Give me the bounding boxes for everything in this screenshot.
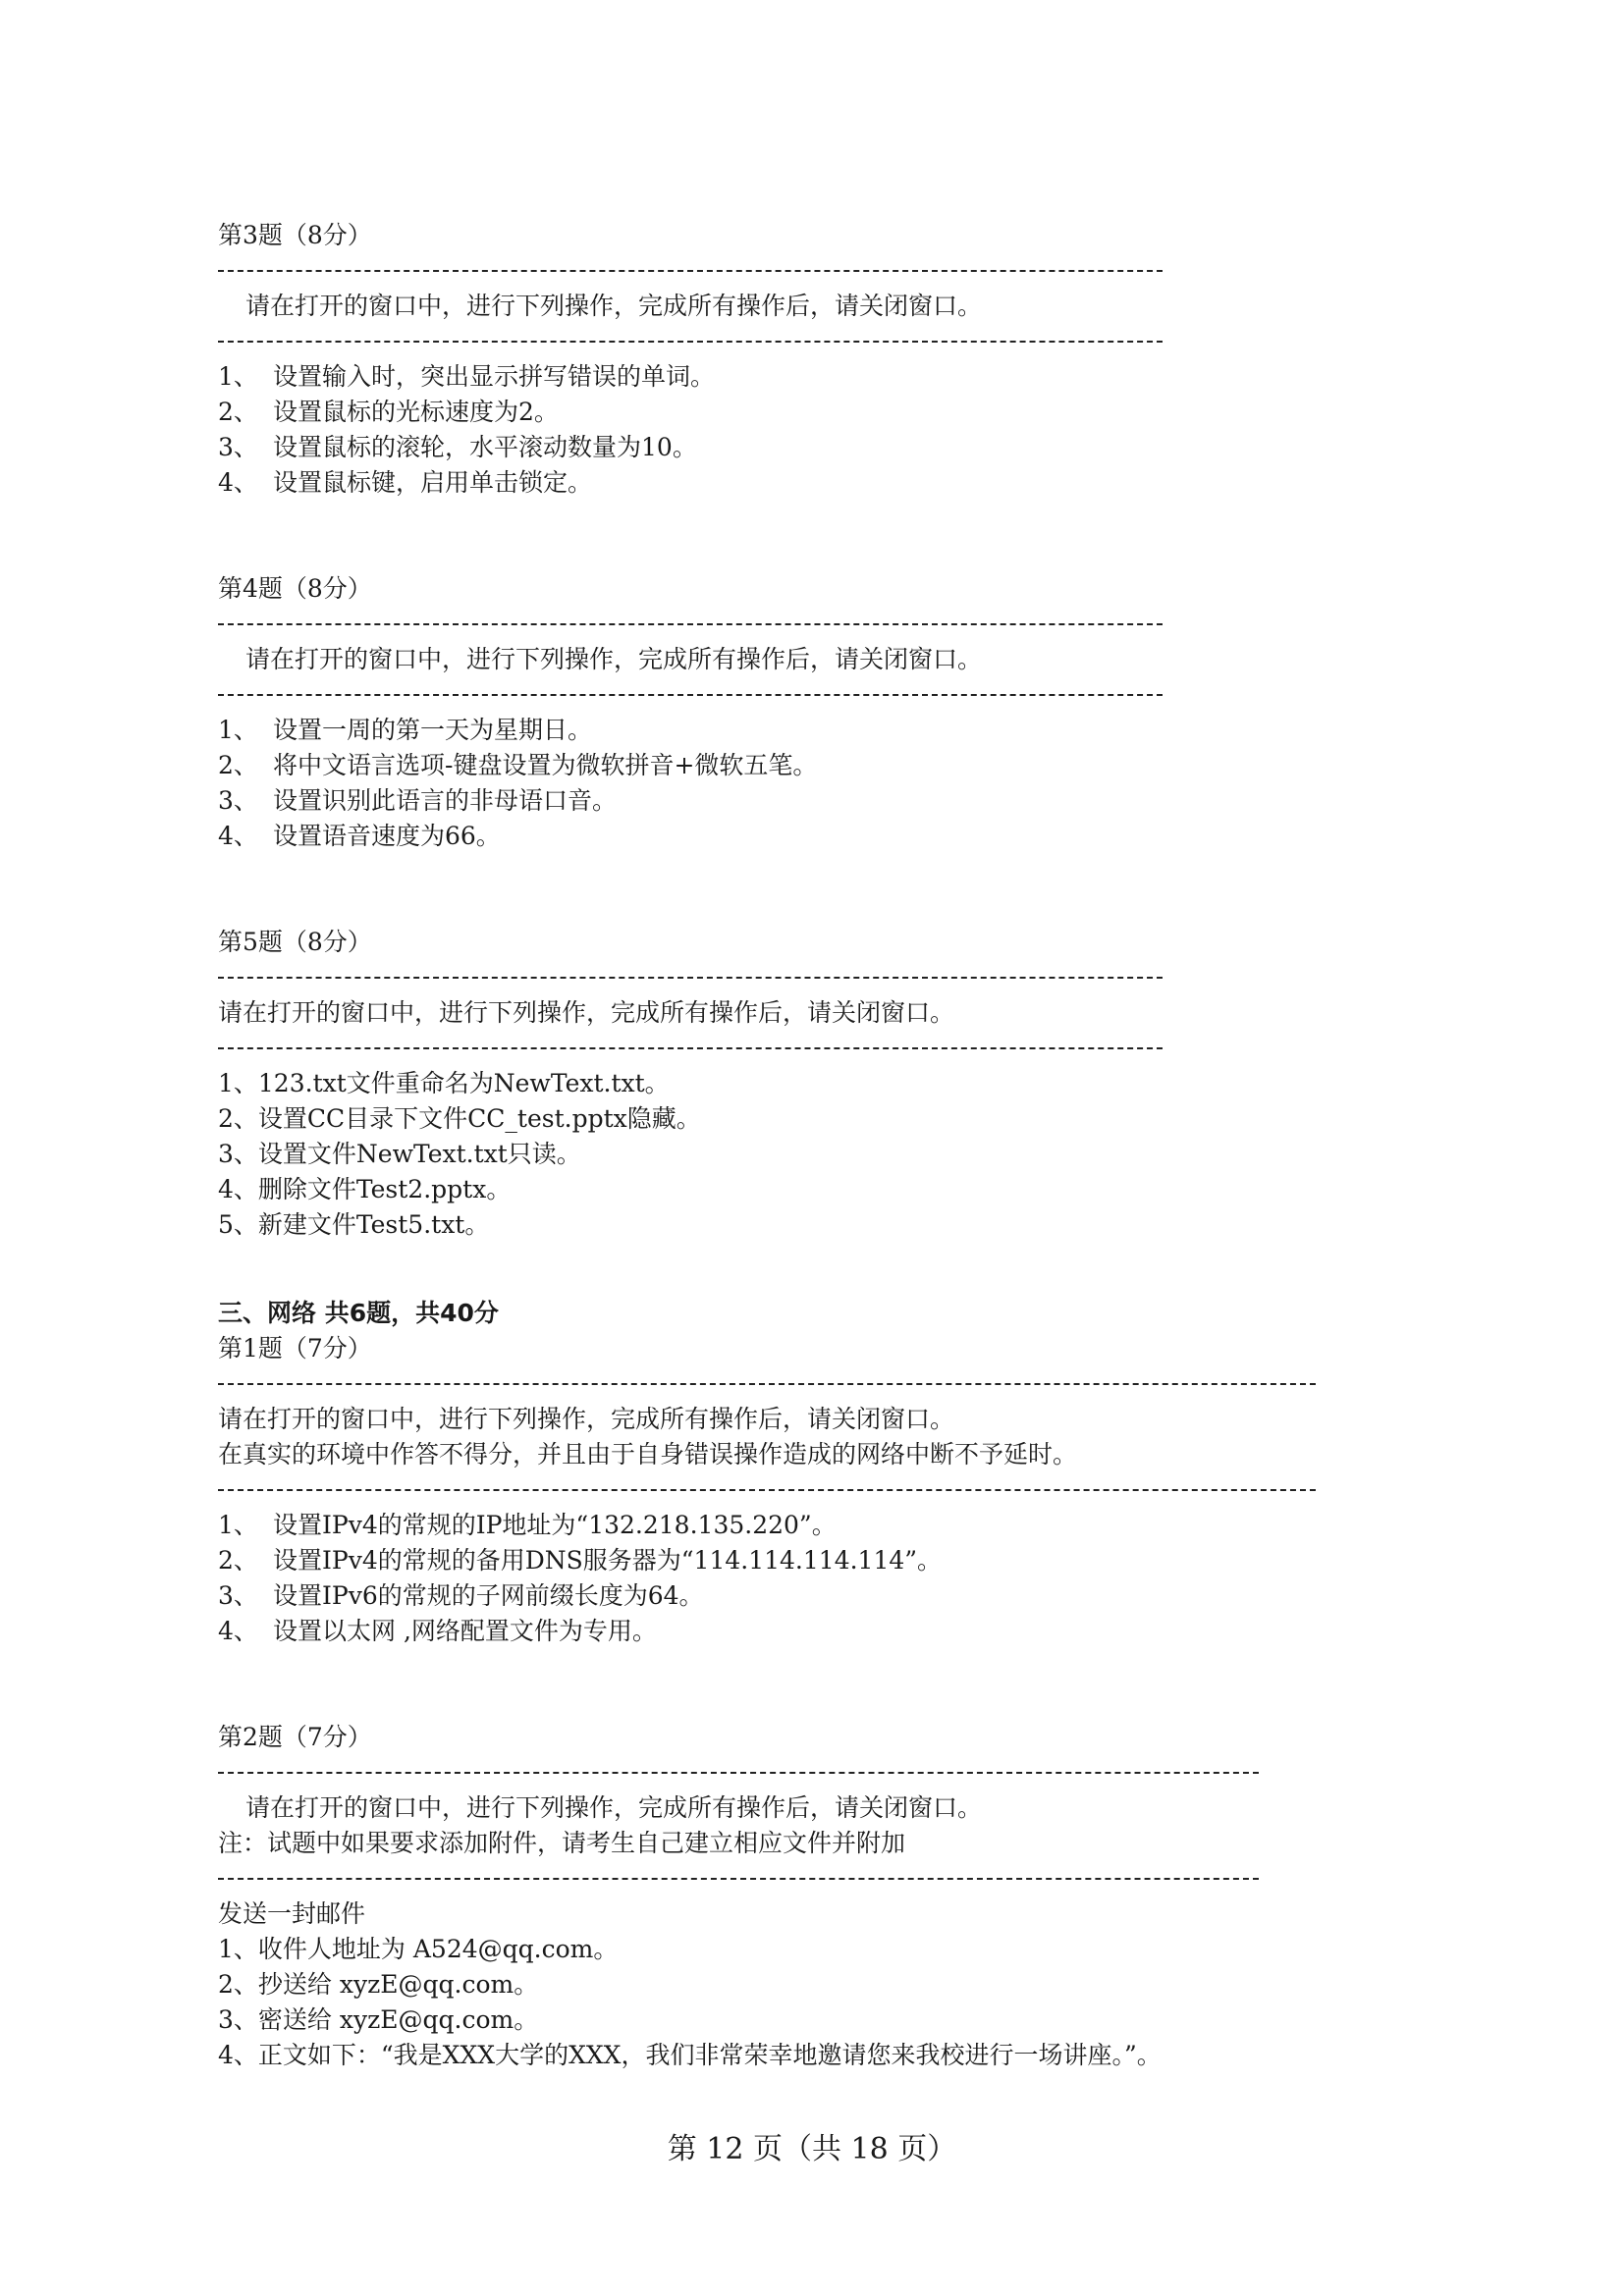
task-item (218, 430, 1416, 465)
task-item: 3、密送给 xyzE@qq.com。 (218, 2005, 539, 2034)
dashed-divider (218, 1366, 1416, 1402)
item-text: 设置语音速度为66。 (273, 822, 501, 850)
task-item (218, 395, 1416, 430)
item-number: 2、 (218, 1546, 258, 1575)
question-instruction: 请在打开的窗口中，进行下列操作，完成所有操作后，请关闭窗口。 (245, 1793, 983, 1822)
item-text: 设置鼠标的滚轮，水平滚动数量为10。 (273, 433, 697, 461)
item-number: 1、 (218, 716, 258, 744)
item-text: 设置鼠标的光标速度为2。 (273, 398, 559, 426)
document-page (218, 218, 1416, 2073)
item-number: 2、 (218, 398, 258, 426)
item-text: 设置鼠标键，启用单击锁定。 (273, 468, 593, 497)
task-item (218, 359, 1416, 395)
task-item (218, 465, 1416, 501)
item-number: 4、 (218, 1617, 258, 1645)
task-item (218, 748, 1416, 783)
page-number: 第 12 页（共 18 页） (667, 2132, 957, 2166)
task-item: 5、新建文件Test5.txt。 (218, 1210, 490, 1239)
item-text: 设置IPv4的常规的IP地址为“132.218.135.220”。 (273, 1511, 837, 1539)
item-text: 设置一周的第一天为星期日。 (273, 716, 593, 744)
dashed-divider (218, 607, 1416, 642)
section-title: 三、网络 共6题，共40分 (218, 1299, 499, 1327)
dashed-divider (218, 1755, 1416, 1790)
task-item: 2、抄送给 xyzE@qq.com。 (218, 1970, 539, 1999)
task-item (218, 713, 1416, 748)
dashed-divider (218, 1031, 1416, 1066)
dashed-divider (218, 1861, 1416, 1896)
item-text: 设置输入时，突出显示拼写错误的单词。 (273, 362, 716, 391)
dashed-divider (218, 324, 1416, 359)
task-item (218, 1543, 1416, 1578)
item-text: 设置IPv4的常规的备用DNS服务器为“114.114.114.114”。 (273, 1546, 943, 1575)
item-number: 1、 (218, 362, 258, 391)
question-instruction: 请在打开的窗口中，进行下列操作，完成所有操作后，请关闭窗口。 (218, 998, 955, 1027)
question-title: 第1题（7分） (218, 1334, 372, 1362)
question-title: 第2题（7分） (218, 1723, 372, 1751)
item-number: 1、 (218, 1511, 258, 1539)
item-text: 设置以太网 ,网络配置文件为专用。 (273, 1617, 657, 1645)
item-number: 4、 (218, 468, 258, 497)
item-number: 3、 (218, 433, 258, 461)
item-text: 将中文语言选项-键盘设置为微软拼音+微软五笔。 (273, 751, 818, 779)
question-title: 第3题（8分） (218, 221, 372, 249)
dashed-divider (218, 253, 1416, 289)
dashed-divider (218, 1472, 1416, 1508)
item-number: 3、 (218, 1581, 258, 1610)
question-title: 第4题（8分） (218, 574, 372, 603)
item-number: 2、 (218, 751, 258, 779)
task-item (218, 783, 1416, 819)
task-item: 4、删除文件Test2.pptx。 (218, 1175, 512, 1203)
task-item (218, 1614, 1416, 1649)
task-intro: 发送一封邮件 (218, 1899, 366, 1928)
dashed-divider (218, 677, 1416, 713)
question-note: 在真实的环境中作答不得分，并且由于自身错误操作造成的网络中断不予延时。 (218, 1440, 1078, 1468)
task-item: 2、设置CC目录下文件CC_test.pptx隐藏。 (218, 1104, 701, 1133)
question-instruction: 请在打开的窗口中，进行下列操作，完成所有操作后，请关闭窗口。 (245, 645, 983, 673)
task-item: 3、设置文件NewText.txt只读。 (218, 1140, 581, 1168)
task-item (218, 819, 1416, 854)
task-item (218, 1578, 1416, 1614)
dashed-divider (218, 960, 1416, 995)
task-item: 1、123.txt文件重命名为NewText.txt。 (218, 1069, 670, 1097)
task-item (218, 1508, 1416, 1543)
task-item: 1、收件人地址为 A524@qq.com。 (218, 1935, 619, 1963)
question-title: 第5题（8分） (218, 928, 372, 956)
item-number: 3、 (218, 786, 258, 815)
item-number: 4、 (218, 822, 258, 850)
question-instruction: 请在打开的窗口中，进行下列操作，完成所有操作后，请关闭窗口。 (245, 292, 983, 320)
item-text: 设置IPv6的常规的子网前缀长度为64。 (273, 1581, 704, 1610)
question-note: 注：试题中如果要求添加附件，请考生自己建立相应文件并附加 (218, 1829, 906, 1857)
item-text: 设置识别此语言的非母语口音。 (273, 786, 618, 815)
task-item: 4、正文如下：“我是XXX大学的XXX，我们非常荣幸地邀请您来我校进行一场讲座。”。 (218, 2041, 1162, 2069)
question-instruction: 请在打开的窗口中，进行下列操作，完成所有操作后，请关闭窗口。 (218, 1405, 955, 1433)
